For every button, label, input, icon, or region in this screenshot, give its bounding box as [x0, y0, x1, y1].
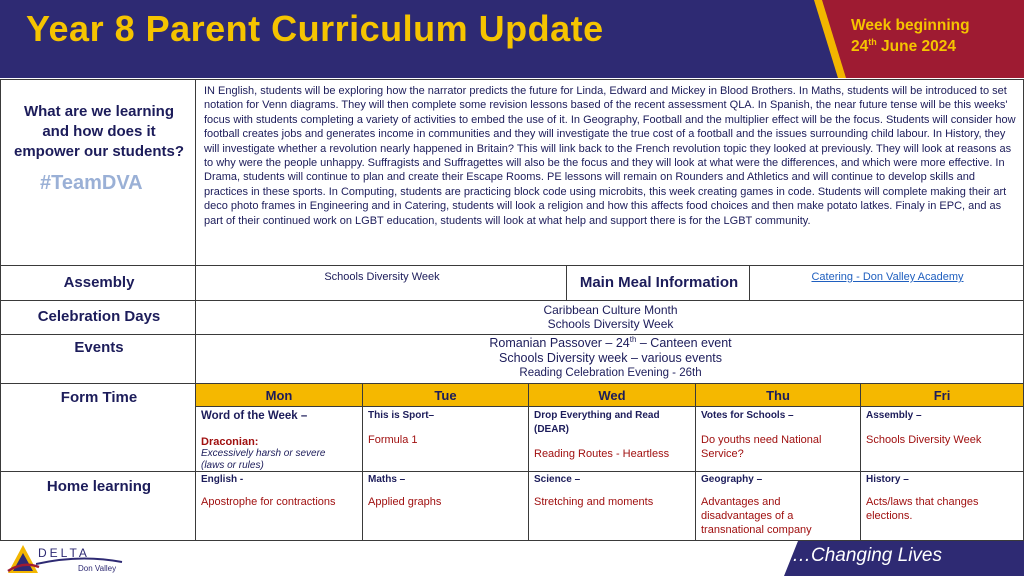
events-label-cell	[0, 334, 196, 384]
form-time-title-tue: This is Sport–	[368, 410, 435, 421]
home-learning-cell-mon	[195, 471, 363, 541]
meal-label: Main Meal Information	[579, 274, 739, 291]
home-learning-label-cell	[0, 471, 196, 541]
form-time-body-thu: Do youths need National Service?	[701, 434, 822, 460]
home-learning-body-mon: Apostrophe for contractions	[201, 496, 336, 508]
home-learning-title-tue: Maths –	[368, 474, 406, 485]
home-learning-cell-fri	[860, 471, 1024, 541]
day-header-wed: Wed	[528, 383, 696, 407]
event-line-3: Reading Celebration Evening - 26th	[519, 367, 702, 379]
learning-text: IN English, students will be exploring how the narrator predicts the future for Linda, Edward and Mickey in Blood Brothers. In Maths, students will be introduced to set notation for Venn diagrams. They will then complete some revision lessons based of the recent assessment QLA. In Spanish, the near future tense will be this weeks' focus with students completing a variety of activities to embed the use of it. In Geography, Football and the multiplier effect will be the focus. Students will consider how football creates jobs and generates income in communities and they will investigate the true cost of a football and the issues surrounding child labour. In History, they will investigate whether a revolution nearly happened in Britain? This will link back to the French revolution topic they looked at previously. They will look at reasons as to why were the people unhappy. Suffragists and Suffragettes will also be the focus and they will look at what were the differences, and which were more effective. In Drama, students will continue to plan and create their Escape Rooms. PE lessons will remain on Rounders and Athletics and will continue to develop skills and practices in these sports. In Computing, students are practicing block code using microbits, this week creating games in code. Students will complete making their art deco photo frames in Engineering and in Catering, students will look a religion and how this affects food choices and then make potato latkes. Finaly in EPC, and as part of their continued work on LGBT education, students will look at what help and support there is for the LGBT community.	[204, 85, 1016, 227]
form-time-body-fri: Schools Diversity Week	[866, 434, 982, 446]
week-day-suffix: th	[868, 36, 877, 47]
home-learning-cell-tue	[362, 471, 529, 541]
catering-link[interactable]: Catering - Don Valley Academy	[811, 271, 964, 283]
home-learning-body-thu: Advantages and disadvantages of a transnational company	[701, 496, 812, 536]
celebration-label: Celebration Days	[37, 308, 161, 325]
form-time-title-thu: Votes for Schools –	[701, 410, 794, 421]
week-month-year: June 2024	[876, 38, 957, 55]
week-label: Week beginning	[851, 17, 970, 34]
form-time-body-tue: Formula 1	[368, 434, 418, 446]
event-line-2: Schools Diversity week – various events	[498, 351, 722, 365]
learning-text-cell	[195, 79, 1024, 266]
form-time-body-mon: Draconian:	[201, 436, 259, 448]
day-header-tue: Tue	[362, 383, 529, 407]
home-learning-body-wed: Stretching and moments	[534, 496, 654, 508]
home-learning-title-fri: History –	[866, 474, 909, 485]
event-line-1-sup: th	[629, 334, 637, 344]
events-label: Events	[74, 339, 124, 356]
celebration-line-2: Schools Diversity Week	[547, 317, 674, 331]
form-time-label: Form Time	[60, 389, 138, 406]
celebration-line-1: Caribbean Culture Month	[543, 303, 678, 317]
home-learning-label: Home learning	[46, 478, 152, 495]
curriculum-table	[0, 79, 1024, 541]
assembly-label: Assembly	[63, 274, 135, 291]
events-value-cell	[195, 334, 1024, 384]
learning-label: What are we learning and how does it empower our students?	[13, 103, 185, 160]
week-day: 24	[851, 38, 869, 55]
form-time-cell-tue	[362, 406, 529, 472]
form-time-cell-thu	[695, 406, 861, 472]
form-time-extra-mon: Excessively harsh or severe (laws or rules)	[201, 448, 326, 471]
meal-link-cell	[749, 265, 1024, 301]
assembly-value: Schools Diversity Week	[324, 271, 440, 283]
form-time-title-wed: Drop Everything and Read (DEAR)	[534, 410, 660, 435]
home-learning-body-tue: Applied graphs	[368, 496, 442, 508]
events-values	[196, 336, 1024, 381]
celebration-value-cell	[195, 300, 1024, 335]
event-line-1-b: – Canteen event	[636, 336, 732, 350]
form-time-cell-wed	[528, 406, 696, 472]
page-title: Year 8 Parent Curriculum Update	[26, 8, 604, 49]
day-header-fri: Fri	[860, 383, 1024, 407]
event-line-1-a: Romanian Passover – 24	[489, 336, 630, 350]
event-line-1	[196, 336, 1024, 351]
celebration-label-cell	[0, 300, 196, 335]
home-learning-body-fri: Acts/laws that changes elections.	[866, 496, 979, 522]
day-header-thu: Thu	[695, 383, 861, 407]
home-learning-cell-thu	[695, 471, 861, 541]
celebration-values	[196, 303, 1024, 331]
form-time-title-fri: Assembly –	[866, 410, 922, 421]
form-time-label-cell	[0, 383, 196, 472]
footer-tagline: …Changing Lives	[792, 545, 942, 566]
team-hashtag: #TeamDVA	[40, 172, 143, 194]
logo-name: DELTA	[38, 546, 90, 560]
logo-subtitle: Don Valley	[78, 564, 117, 573]
assembly-label-cell	[0, 265, 196, 301]
meal-label-cell	[566, 265, 750, 301]
form-time-title-mon: Word of the Week –	[201, 410, 308, 422]
week-beginning	[851, 15, 970, 57]
assembly-value-cell	[195, 265, 567, 301]
home-learning-title-thu: Geography –	[701, 474, 763, 485]
day-header-mon: Mon	[195, 383, 363, 407]
form-time-cell-mon	[195, 406, 363, 472]
home-learning-cell-wed	[528, 471, 696, 541]
home-learning-title-wed: Science –	[534, 474, 581, 485]
form-time-body-wed: Reading Routes - Heartless	[534, 448, 670, 460]
week-date	[851, 36, 970, 57]
delta-logo-icon	[6, 543, 40, 575]
home-learning-title-mon: English -	[201, 474, 244, 485]
form-time-cell-fri	[860, 406, 1024, 472]
